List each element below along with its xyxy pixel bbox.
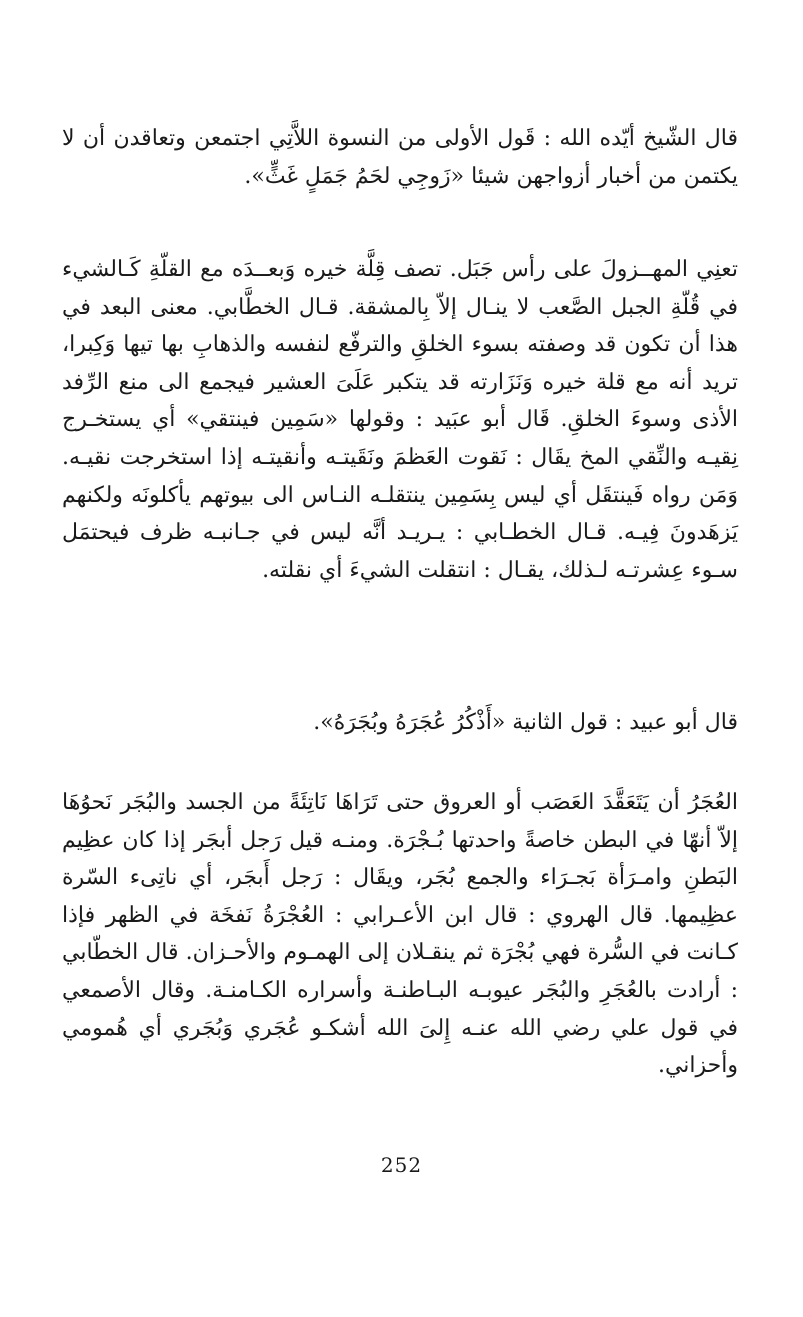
paragraph-intro: قال الشّيخ أيّده الله : قَول الأولى من النسوة اللاَّتِي اجتمعن وتعاقدن أن لا يكتمن من أخبار أزواجهن شيئا «زَوجِي لحَمُ جَمَلٍ غَثٍّ». <box>62 126 738 189</box>
page-number: 252 <box>380 1153 423 1177</box>
paragraph-commentary-1: تعنِي المهــزولَ على رأس جَبَل. تصف قِلَّة خيره وَبعــدَه مع القلّةِ كَـالشيء في قُلّةِ الجبل الصَّعب لا ينـال إلاّ بِالمشقة. قـال الخطَّابي. معنى البعد في هذا أن تكون قد وصفته بسوء الخلقِ والترفّع لنفسه والذهابِ بها تيها وَكِبرا، تريد أنه مع قلة خيره وَنَزَارته قد يتكبر عَلَىَ العشير فيجمع الى منع الرِّفد الأذى وسوءَ الخلقِ. قَال أبو عبَيد : وقولها «سَمِين فينتقي» أي يستخـرج نِقيـه والنِّقي المخ يقَال : نَقوت العَظمَ ونَقَيتـه وأنقيتـه إذا استخرجت نقيـه. وَمَن رواه فَينتقَل أي ليس بِسَمِين ينتقلـه النـاس الى بيوتهم يأكلونَه ولكنهم يَزهَدونَ فِيـه. قـال الخطـابي : يـريـد أنَّه ليس في جـانبـه ظرف فيحتمَل سـوء عِشرتـه لـذلك، يقـال : انتقلت الشيءَ أي نقلته. <box>62 257 738 583</box>
paragraph-commentary-2: العُجَرُ أن يَتَعَقَّدَ العَصَب أو العروق حتى تَرَاهَا نَاتِئَةً من الجسد والبُجَر نَحوُهَا إلاّ أنهّا في البطن خاصةً واحدتها بُـجْرَة. ومنـه قيل رَجل أبجَر إذا كان عظِيم البَطنِ وامـرَأة بَجـرَاء والجمع بُجَر، ويقَال : رَجل أَبجَر، أي ناتِىء السّرة عظِيمها. قال الهروي : قال ابن الأعـرابي : العُجْرَةُ نَفخَة في الظهر فإذا كـانت في السُّرة فهي بُجْرَة ثم ينقـلان إلى الهمـوم والأحـزان. قال الخطّابي : أرادت بالعُجَرِ والبُجَر عيوبـه البـاطنـة وأسراره الكـامنـة. وقال الأصمعي في قول علي رضي الله عنـه إِلىَ الله أشكـو عُجَري وَبُجَري أي هُمومي وأحزاني. <box>62 790 738 1079</box>
paragraph-second-saying: قال أبو عبيد : قول الثانية «أَذْكُرُ عُجَرَهُ وبُجَرَهُ». <box>313 710 738 735</box>
